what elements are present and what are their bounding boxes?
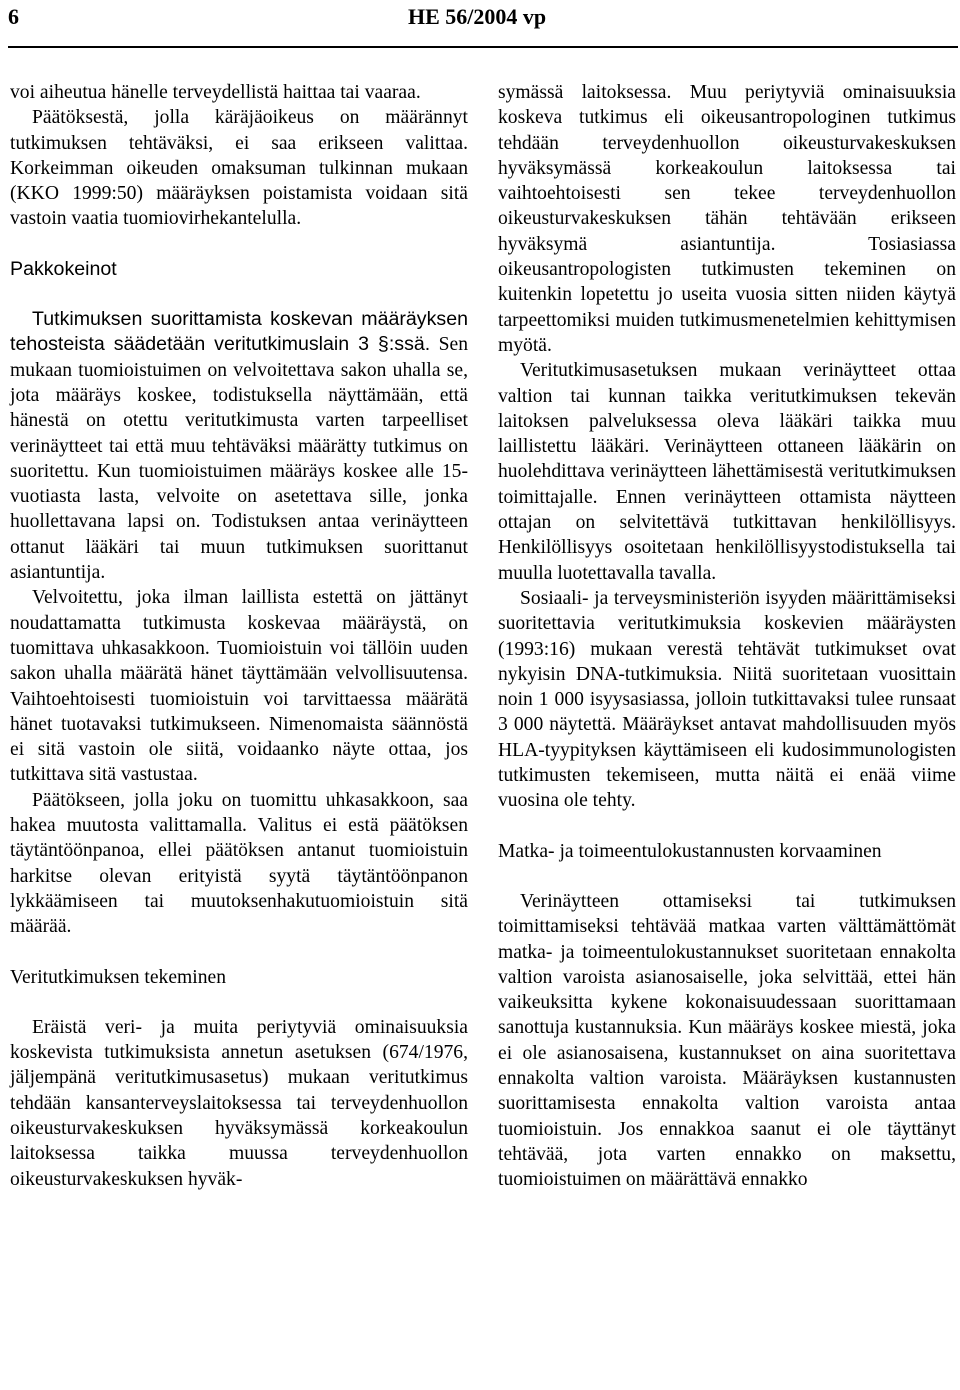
left-column — [10, 80, 468, 1192]
section-heading: Veritutkimuksen tekeminen — [10, 966, 227, 988]
document-id: HE 56/2004 vp — [408, 4, 547, 29]
paragraph: Päätöksestä, jolla käräjäoikeus on määrännyt tutkimuksen tehtäväksi, ei saa erikseen valittaa. Korkeimman oikeuden omaksuman tulkinnan mukaan (KKO 1999:50) määräyksen poistamista voidaan sitä vastoin vaatia tuomiovirhekantelulla. — [10, 107, 468, 230]
section-heading: Pakkokeinot — [10, 257, 117, 280]
paragraph: Verinäytteen ottamiseksi tai tutkimuksen toimittamiseksi tehtävää matkaa varten välttämättömät matka- ja toimeentulokustannukset suoritetaan ennakolta valtion varoista asianosaiselle, joka selvittää, ettei hän vaikeuksitta kykene kokonaisuudessaan suorittamaan sanottuja kustannuksia. Kun määräys koskee miestä, joka ei ole asianosaisena, kustannukset on aina suoritettava ennakolta valtion varoista. Määräyksen kustannusten suorittamisesta ennakolta valtion varoista antaa tuomioistuin. Jos ennakkoa saanut ei ole täyttänyt tehtävää, jota varten ennakko on maksettu, tuomioistuimen on määrättävä ennakko — [498, 890, 956, 1191]
paragraph: Veritutkimusasetuksen mukaan verinäytteet ottaa valtion tai kunnan taikka veritutkimuksen tekevän laitoksen palveluksessa oleva lääkäri taikka muu laillistettu lääkäri. Verinäytteen ottaneen lääkärin on huolehdittava verinäytteen lähettämisestä veritutkimuksen toimittajalle. Ennen verinäytteen ottamista näytteen ottajan on selvitettävä tutkittavan henkilöllisyys. Henkilöllisyys osoitetaan henkilöllisyystodistuksella tai muulla luotettavalla tavalla. — [498, 360, 956, 584]
header-rule — [8, 46, 958, 48]
page-number: 6 — [8, 4, 19, 29]
page-header — [8, 4, 950, 34]
paragraph: voi aiheutua hänelle terveydellistä haittaa tai vaaraa. — [10, 82, 421, 103]
paragraph: Velvoitettu, joka ilman laillista estettä on jättänyt noudattamatta tutkimusta koskevaa määräystä, on tuomittava uhkasakkoon. Tuomioistuin voi tällöin uuden sakon uhalla määrätä hänet täyttämään velvollisuutensa. Vaihtoehtoisesti tuomioistuin voi tarvittaessa määrätä hänet tuotavaksi tutkimukseen. Nimenomaista säännöstä ei sitä vastoin ole siitä, voidaanko näyte ottaa, jos tutkittava sitä vastustaa. — [10, 587, 468, 786]
paragraph: Sosiaali- ja terveysministeriön isyyden määrittämiseksi suoritettavia veritutkimuksia koskevien määräysten (1993:16) mukaan verestä tehtävät tutkimukset ovat nykyisin DNA-tutkimuksia. Niitä suoritetaan vuosittain noin 1 000 isyysasiassa, jolloin tutkittavaksi tulee runsaat 3 000 näytettä. Määräykset antavat mahdollisuuden myös HLA-tyypityksen käyttämiseen eli kudosimmunologisten tutkimusten tekemiseen, mutta näitä ei enää viime vuosina ole tehty. — [498, 587, 956, 812]
section-heading: Matka- ja toimeentulokustannusten korvaaminen — [498, 840, 882, 862]
paragraph — [10, 307, 468, 585]
paragraph: Päätökseen, jolla joku on tuomittu uhkasakkoon, saa hakea muutosta valittamalla. Valitus ei estä päätöksen täytäntöönpanoa, ellei päätöksen antanut tuomioistuin harkitse olevan erityistä syytä täytäntöönpanon lykkäämiseen tai muutoksenhakutuomioistuin sitä määrää. — [10, 789, 468, 938]
right-column — [498, 80, 956, 1192]
paragraph: symässä laitoksessa. Muu periytyviä ominaisuuksia koskeva tutkimus eli oikeusantropologinen tutkimus tehdään terveydenhuollon oikeusturvakeskuksen hyväksymässä korkeakoulun laitoksessa tai vaihtoehtoisesti sen tekee terveydenhuollon oikeusturvakeskuksen tähän tehtävään erikseen hyväksymä asiantuntija. Tosiasiassa oikeusantropologisten tutkimusten tekeminen on kuitenkin lopetettu jo useita vuosia sitten niiden käytyä tarpeettomiksi muiden tutkimusmenetelmien kehittymisen myötä. — [498, 82, 956, 356]
paragraph-continuation: Sen mukaan tuomioistuimen on velvoitettava sakon uhalla se, jota määräys koskee, todistuksella näyttämään, että hänestä on otettu veritutkimusta varten tarpeelliset verinäytteet tai että muu tehtäväksi määrätty tutkimus on suoritettu. Kun tuomioistuimen määräys koskee alle 15-vuotiasta lasta, velvoite on asetettava sille, jonka huollettavana lapsi on. Todistuksen antaa verinäytteen ottanut lääkäri tai muun tutkimuksen suorittanut asiantuntija. — [10, 334, 468, 584]
paragraph: Eräistä veri- ja muita periytyviä ominaisuuksia koskevista tutkimuksista annetun asetuksen (674/1976, jäljempänä veritutkimusasetus) mukaan veritutkimus tehdään kansanterveyslaitoksessa tai terveydenhuollon oikeusturvakeskuksen hyväksymässä korkeakoulun laitoksessa taikka muussa terveydenhuollon oikeusturvakeskuksen hyväk- — [10, 1016, 468, 1190]
paragraph-lead-sans: Tutkimuksen suorittamista koskevan määräyksen tehosteista säädetään veritutkimuslain 3 §:ssä. — [10, 308, 468, 356]
